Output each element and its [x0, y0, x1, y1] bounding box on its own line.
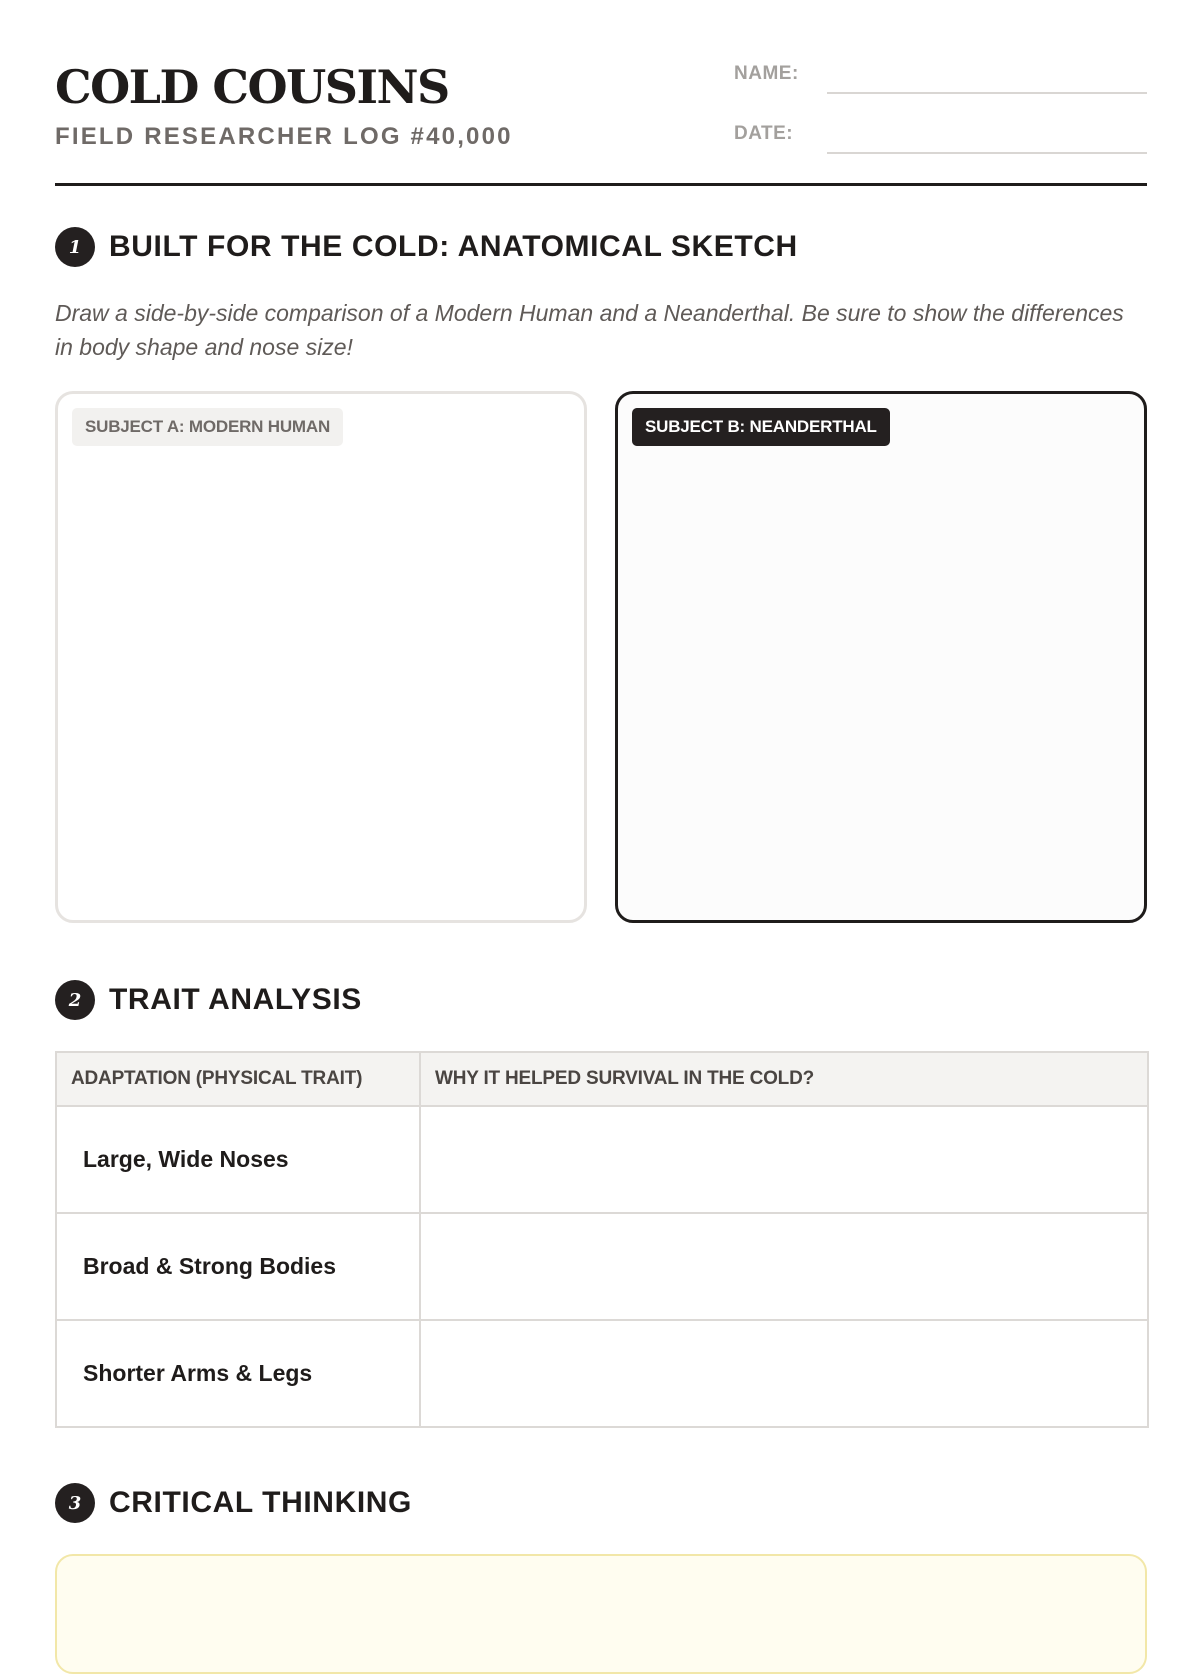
section-3-heading: [55, 1483, 412, 1523]
section-3-title: CRITICAL THINKING: [109, 1486, 412, 1519]
date-field: [734, 117, 1147, 157]
section-1-number-badge: 1: [55, 227, 95, 267]
sketch-instructions: Draw a side-by-side comparison of a Modern Human and a Neanderthal. Be sure to show the differences in body shape and nose size!: [55, 300, 1124, 360]
trait-cell: Large, Wide Noses: [56, 1106, 420, 1213]
section-3-number-badge: 3: [55, 1483, 95, 1523]
date-input-line[interactable]: [827, 152, 1147, 154]
name-input-line[interactable]: [827, 92, 1147, 94]
section-2-number-badge: 2: [55, 980, 95, 1020]
critical-thinking-box[interactable]: [55, 1554, 1147, 1674]
worksheet-subtitle: FIELD RESEARCHER LOG #40,000: [55, 123, 513, 150]
column-header-why-it-helped: WHY IT HELPED SURVIVAL IN THE COLD?: [420, 1052, 1148, 1106]
answer-cell[interactable]: [420, 1106, 1148, 1213]
name-field: [734, 57, 1147, 97]
worksheet-header: [55, 55, 1147, 186]
column-header-adaptation: ADAPTATION (PHYSICAL TRAIT): [56, 1052, 420, 1106]
table-row: [56, 1106, 1148, 1213]
date-label: DATE:: [734, 123, 794, 144]
section-2-title: TRAIT ANALYSIS: [109, 983, 362, 1016]
section-2-heading: [55, 980, 362, 1020]
section-1-heading: [55, 227, 798, 267]
trait-analysis-table: [55, 1051, 1149, 1428]
panel-b-label: SUBJECT B: NEANDERTHAL: [632, 408, 890, 446]
answer-cell[interactable]: [420, 1213, 1148, 1320]
table-header-row: [56, 1052, 1148, 1106]
name-label: NAME:: [734, 63, 799, 84]
sketch-panel-neanderthal[interactable]: [615, 391, 1147, 923]
sketch-panel-modern-human[interactable]: [55, 391, 587, 923]
table-row: [56, 1320, 1148, 1427]
trait-cell: Shorter Arms & Legs: [56, 1320, 420, 1427]
trait-cell: Broad & Strong Bodies: [56, 1213, 420, 1320]
panel-a-label: SUBJECT A: MODERN HUMAN: [72, 408, 343, 446]
answer-cell[interactable]: [420, 1320, 1148, 1427]
section-1-title: BUILT FOR THE COLD: ANATOMICAL SKETCH: [109, 230, 798, 263]
table-row: [56, 1213, 1148, 1320]
worksheet-title: COLD COUSINS: [55, 60, 449, 114]
